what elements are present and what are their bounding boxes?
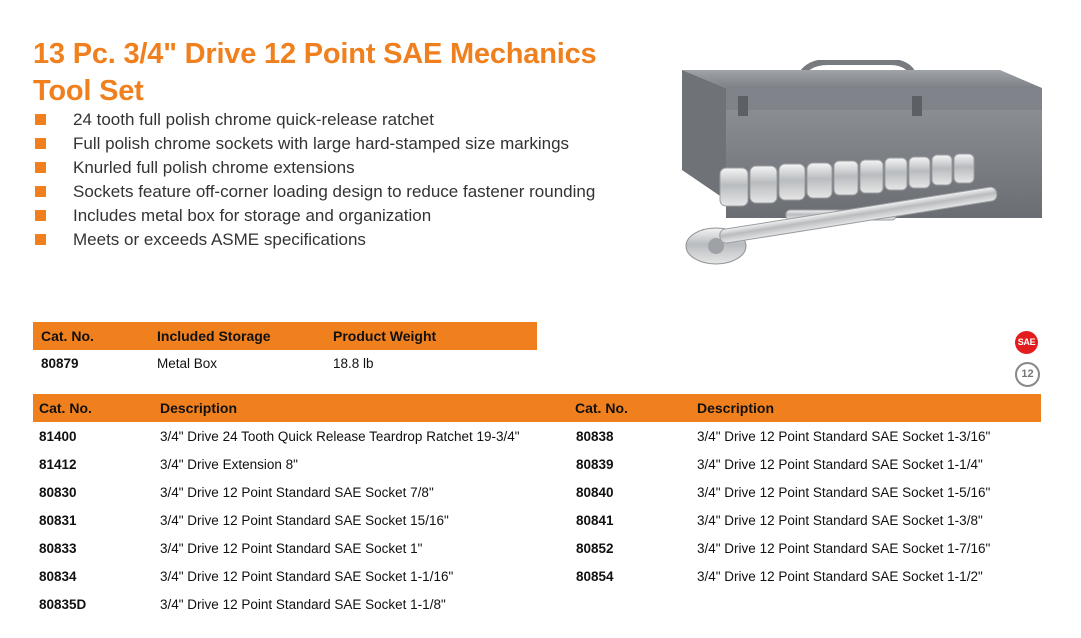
parts-header-description-left: Description: [160, 400, 238, 416]
storage-included: Metal Box: [157, 356, 218, 371]
table-row-desc: 3/4" Drive 24 Tooth Quick Release Teardrop Ratchet 19-3/4": [160, 429, 520, 444]
table-row-cat: 80833: [39, 541, 77, 556]
feature-item: Knurled full polish chrome extensions: [33, 158, 595, 182]
feature-list: [33, 110, 595, 254]
table-row-cat: 80838: [576, 429, 614, 444]
table-row-cat: 81412: [39, 457, 77, 472]
square-bullet-icon: [35, 138, 46, 149]
table-row-desc: 3/4" Drive 12 Point Standard SAE Socket 1-1/4": [697, 457, 983, 472]
table-row-cat: 80835D: [39, 597, 87, 612]
table-row-cat: 80854: [576, 569, 614, 584]
feature-item: Full polish chrome sockets with large hard-stamped size markings: [33, 134, 595, 158]
table-row-cat: 80841: [576, 513, 614, 528]
feature-item: 24 tooth full polish chrome quick-release ratchet: [33, 110, 595, 134]
table-row-desc: 3/4" Drive 12 Point Standard SAE Socket 1": [160, 541, 423, 556]
square-bullet-icon: [35, 234, 46, 245]
table-row-cat: 80831: [39, 513, 77, 528]
table-row-desc: 3/4" Drive 12 Point Standard SAE Socket 15/16": [160, 513, 449, 528]
table-row-desc: 3/4" Drive 12 Point Standard SAE Socket 1-3/16": [697, 429, 991, 444]
storage-header-included-storage: Included Storage: [157, 328, 271, 344]
square-bullet-icon: [35, 114, 46, 125]
square-bullet-icon: [35, 162, 46, 173]
storage-header-cat-no: Cat. No.: [41, 328, 94, 344]
square-bullet-icon: [35, 210, 46, 221]
table-row-desc: 3/4" Drive 12 Point Standard SAE Socket 1-1/8": [160, 597, 446, 612]
table-row-cat: 80830: [39, 485, 77, 500]
table-row-desc: 3/4" Drive 12 Point Standard SAE Socket 1-7/16": [697, 541, 991, 556]
storage-header-product-weight: Product Weight: [333, 328, 437, 344]
feature-item: Includes metal box for storage and organization: [33, 206, 595, 230]
table-row-desc: 3/4" Drive 12 Point Standard SAE Socket 1-3/8": [697, 513, 983, 528]
parts-header-cat-no-left: Cat. No.: [39, 400, 92, 416]
table-row-cat: 80840: [576, 485, 614, 500]
table-row-desc: 3/4" Drive 12 Point Standard SAE Socket 1-1/16": [160, 569, 454, 584]
storage-weight: 18.8 lb: [333, 356, 374, 371]
page-title: 13 Pc. 3/4" Drive 12 Point SAE Mechanics Tool Set: [33, 38, 597, 107]
parts-header-description-right: Description: [697, 400, 775, 416]
storage-cat-no: 80879: [41, 356, 79, 371]
square-bullet-icon: [35, 186, 46, 197]
twelve-point-badge-icon: 12: [1015, 362, 1040, 387]
table-row-desc: 3/4" Drive Extension 8": [160, 457, 298, 472]
tool-set-product-image: [680, 60, 1044, 286]
storage-table-header: [33, 322, 537, 350]
table-row-cat: 80834: [39, 569, 77, 584]
table-row-desc: 3/4" Drive 12 Point Standard SAE Socket 1-5/16": [697, 485, 991, 500]
table-row-desc: 3/4" Drive 12 Point Standard SAE Socket 1-1/2": [697, 569, 983, 584]
table-row-cat: 80839: [576, 457, 614, 472]
parts-header-cat-no-right: Cat. No.: [575, 400, 628, 416]
table-row-cat: 80852: [576, 541, 614, 556]
parts-table-header: [33, 394, 1041, 422]
sae-badge-icon: SAE: [1015, 331, 1038, 354]
feature-item: Meets or exceeds ASME specifications: [33, 230, 595, 254]
table-row-cat: 81400: [39, 429, 77, 444]
table-row-desc: 3/4" Drive 12 Point Standard SAE Socket 7/8": [160, 485, 434, 500]
feature-item: Sockets feature off-corner loading design to reduce fastener rounding: [33, 182, 595, 206]
